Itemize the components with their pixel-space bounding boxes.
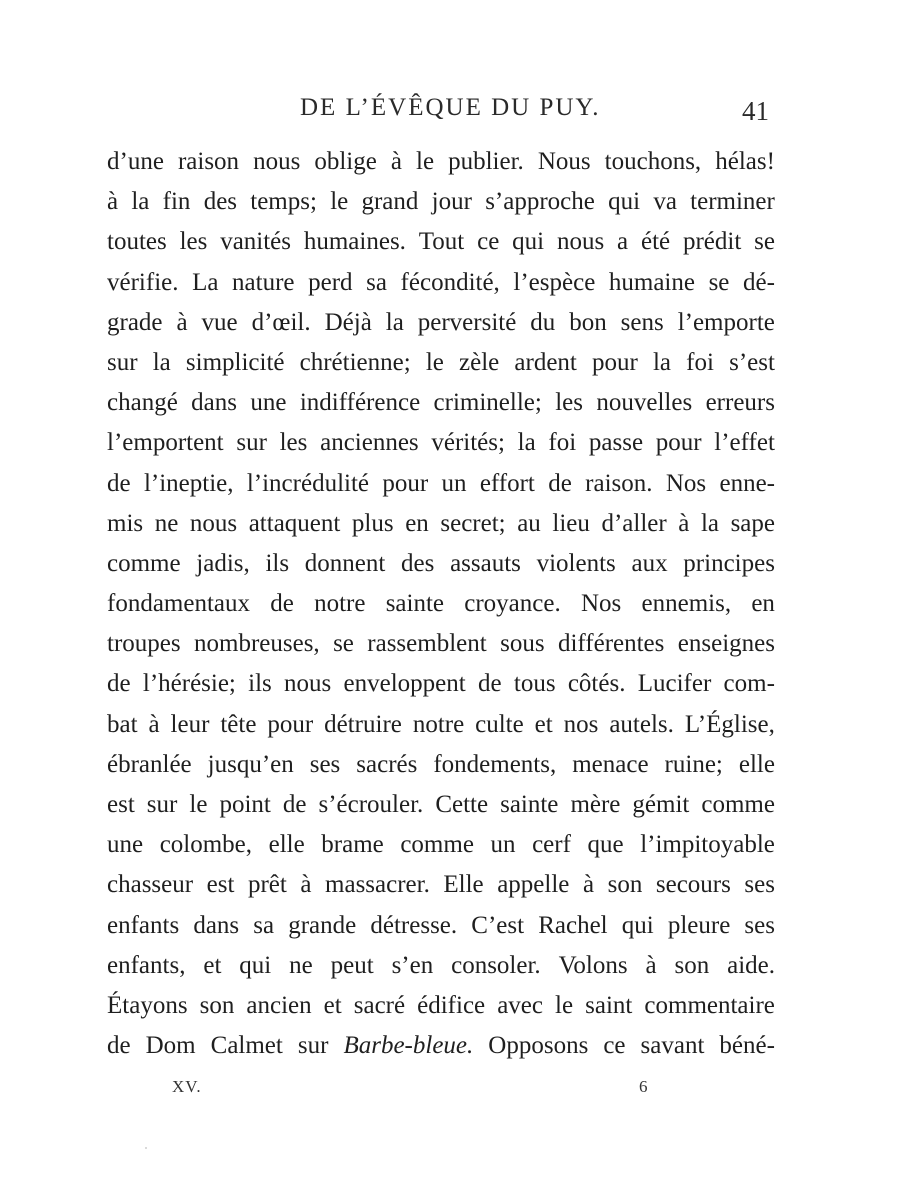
word: vérités; — [431, 429, 505, 457]
word: ne — [154, 509, 179, 537]
text-line — [107, 504, 775, 544]
word: fécondité, — [400, 268, 500, 296]
word: l’effet — [714, 429, 775, 457]
word: de — [107, 1032, 131, 1060]
word: Rachel — [538, 911, 608, 939]
word: qui — [239, 951, 272, 979]
word: sens — [620, 308, 664, 336]
word: se — [333, 630, 354, 658]
word: sur — [297, 1032, 329, 1060]
text-line — [107, 624, 775, 664]
word: à — [582, 871, 595, 899]
word: Nous — [537, 148, 591, 175]
word: La — [192, 268, 219, 296]
word: de — [548, 469, 572, 497]
word: son — [607, 871, 643, 899]
word: nous — [253, 148, 301, 175]
word: mère — [570, 791, 621, 818]
word: ce — [603, 1032, 626, 1060]
word: la — [652, 348, 672, 376]
word: une — [250, 389, 287, 417]
word: elle — [268, 831, 305, 859]
text-line — [107, 705, 775, 745]
word: temps; — [250, 188, 317, 216]
word: les — [555, 389, 583, 417]
word: foi — [548, 429, 577, 457]
word: commentaire — [644, 991, 775, 1019]
word: son — [199, 991, 235, 1019]
word: à — [107, 188, 119, 216]
word: humaines. — [303, 228, 406, 256]
word: anciennes — [320, 429, 419, 457]
word: de — [478, 670, 502, 698]
text-line — [107, 865, 775, 905]
word: vérifie. — [107, 268, 179, 296]
text-line — [107, 182, 775, 222]
word: enfants — [107, 911, 180, 939]
word: l’espèce — [513, 268, 596, 296]
text-line — [107, 745, 775, 785]
word: perversité — [417, 308, 517, 336]
word: mis — [107, 509, 144, 537]
word: fin — [162, 188, 191, 216]
word: détresse. — [370, 911, 458, 939]
word: consoler. — [451, 951, 541, 979]
word: simplicité — [185, 348, 285, 376]
word: va — [653, 188, 677, 216]
word: sa — [253, 911, 275, 939]
word: attaquent — [248, 509, 341, 537]
word: et — [203, 951, 222, 979]
word: enveloppent — [343, 670, 466, 698]
word: du — [530, 308, 556, 336]
word: sape — [730, 509, 775, 537]
text-line — [107, 222, 775, 262]
word: Nos — [580, 590, 622, 618]
word: notre — [314, 590, 366, 618]
word: sur — [107, 348, 138, 376]
text-line — [107, 986, 775, 1026]
word: des — [401, 549, 435, 577]
word: l’emporte — [677, 308, 775, 336]
word: à — [148, 710, 160, 738]
word: et — [534, 710, 553, 738]
word: est — [206, 871, 235, 899]
word: secret; — [440, 509, 506, 537]
word: à — [300, 871, 312, 899]
word: a — [617, 228, 629, 256]
word: brame — [321, 831, 384, 859]
word: le — [330, 188, 349, 216]
word: croyance. — [464, 590, 561, 618]
word: Elle — [443, 871, 484, 899]
word: grande — [288, 911, 357, 939]
word: prédit — [682, 228, 742, 256]
word: s’écrouler. — [318, 791, 424, 818]
word: touchons, — [604, 148, 702, 175]
body-text — [107, 142, 775, 1066]
word: Calmet — [210, 1032, 283, 1060]
text-line — [107, 544, 775, 584]
word: sur — [236, 429, 267, 457]
word: jusqu’en — [207, 750, 294, 778]
word: nous — [189, 509, 238, 537]
word: la — [517, 429, 536, 457]
word: grand — [361, 188, 419, 216]
word: s’en — [391, 951, 434, 979]
word: l’emportent — [107, 429, 224, 457]
text-line — [107, 906, 775, 946]
text-line — [107, 303, 775, 343]
word: pour — [592, 348, 638, 376]
word: le — [555, 991, 574, 1019]
word: terminer — [690, 188, 775, 216]
word: erreurs — [705, 389, 775, 417]
word: ardent — [514, 348, 577, 376]
word: assauts — [450, 549, 521, 577]
word: tête — [220, 710, 257, 738]
word: à — [678, 509, 690, 537]
word: enfants, — [107, 951, 186, 979]
word: menace — [572, 750, 649, 778]
word: gémit — [632, 791, 690, 818]
word: principes — [683, 549, 775, 577]
word: prêt — [247, 871, 287, 899]
word: nos — [563, 710, 599, 738]
word: zèle — [459, 348, 500, 376]
word: dans — [193, 911, 240, 939]
word: savant — [640, 1032, 705, 1060]
word: se — [708, 268, 730, 296]
word: à — [390, 148, 402, 175]
text-line — [107, 664, 775, 704]
word: colombe, — [159, 831, 253, 859]
word: C’est — [471, 911, 525, 939]
word: chrétienne; — [299, 348, 411, 376]
word: secours — [655, 871, 731, 899]
word: dé- — [743, 268, 775, 296]
word: béné- — [719, 1032, 775, 1060]
word: jadis, — [196, 549, 250, 577]
word: l’ineptie, — [143, 469, 234, 497]
word: culte — [475, 710, 524, 738]
word: tous — [513, 670, 556, 698]
word: Dom — [145, 1032, 196, 1060]
word: vanités — [220, 228, 292, 256]
word: vue — [201, 308, 238, 336]
word: enseignes — [677, 630, 775, 658]
word: d’aller — [601, 509, 667, 537]
word: Volons — [558, 951, 628, 979]
word: le — [425, 348, 444, 376]
word: comme — [701, 791, 775, 818]
word: ébranlée — [107, 750, 192, 778]
word: hélas! — [715, 148, 775, 175]
word: que — [587, 831, 624, 859]
word: ennemis, — [641, 590, 732, 618]
word: indifférence — [299, 389, 421, 417]
word: L’Église, — [684, 710, 775, 738]
text-line — [107, 142, 775, 182]
word: Nos — [665, 469, 707, 497]
word: chasseur — [107, 871, 194, 899]
word: s’est — [729, 348, 775, 376]
word: l’hérésie; — [142, 670, 236, 698]
word: de — [107, 469, 131, 497]
word: la — [385, 308, 404, 336]
word: aide. — [727, 951, 775, 979]
word: Opposons — [488, 1032, 589, 1060]
word: ses — [744, 871, 775, 899]
text-line — [107, 785, 775, 825]
word: la — [152, 348, 171, 376]
text-line — [107, 584, 775, 624]
word: pour — [267, 710, 314, 738]
word: dans — [191, 389, 237, 417]
text-line — [107, 1026, 775, 1066]
word: qui — [621, 911, 654, 939]
word: bon — [569, 308, 607, 336]
word: nous — [556, 228, 605, 256]
word: différentes — [557, 630, 665, 658]
word: raison. — [585, 469, 653, 497]
text-line — [107, 343, 775, 383]
word: autels. — [609, 710, 674, 738]
word: massacrer. — [325, 871, 430, 899]
word: aux — [631, 549, 668, 577]
word: troupes — [107, 630, 181, 658]
word: fondements, — [433, 750, 557, 778]
word: édifice — [417, 991, 486, 1019]
word: ils — [265, 549, 290, 577]
word: foi — [686, 348, 714, 376]
word: le — [189, 791, 208, 818]
word: été — [640, 228, 671, 256]
word: détruire — [324, 710, 402, 738]
word: oblige — [314, 148, 377, 175]
word: sacré — [353, 991, 406, 1019]
word: raison — [177, 148, 240, 175]
word: de — [270, 590, 294, 618]
word: avec — [497, 991, 543, 1019]
word: sainte — [500, 791, 559, 818]
word: comme — [400, 831, 474, 859]
word: cerf — [532, 831, 571, 859]
word: nous — [284, 670, 332, 698]
word: l’impitoyable — [640, 831, 775, 859]
word: en — [405, 509, 429, 537]
word: jour — [431, 188, 472, 216]
word: de — [107, 670, 131, 698]
word: lieu — [552, 509, 590, 537]
text-line — [107, 383, 775, 423]
word: un — [490, 831, 516, 859]
word: à — [176, 308, 188, 336]
page-number: 41 — [742, 96, 769, 126]
word: elle — [738, 750, 775, 778]
word: en — [751, 590, 775, 618]
word: ils — [248, 670, 272, 698]
word: la — [700, 509, 719, 537]
word: appelle — [497, 871, 570, 899]
word: bat — [107, 710, 138, 738]
word: et — [323, 991, 342, 1019]
word: saint — [585, 991, 633, 1019]
word: pour — [655, 429, 702, 457]
word: ses — [309, 750, 341, 778]
word: notre — [412, 710, 465, 738]
text-line — [107, 423, 775, 463]
word: l’incrédulité — [246, 469, 369, 497]
word: donnent — [304, 549, 386, 577]
word: enne- — [719, 469, 775, 497]
word: toutes — [107, 228, 167, 256]
word: rassemblent — [367, 630, 487, 658]
word: d’œil. — [251, 308, 311, 336]
word: leur — [170, 710, 210, 738]
word: criminelle; — [433, 389, 542, 417]
word: côtés. — [567, 670, 626, 698]
word: un — [441, 469, 467, 497]
word: violents — [536, 549, 616, 577]
text-line — [107, 946, 775, 986]
word: ses — [744, 911, 775, 939]
word: com- — [723, 670, 775, 698]
word: ancien — [246, 991, 312, 1019]
word: Lucifer — [637, 670, 712, 698]
word: sainte — [385, 590, 445, 618]
word: publier. — [448, 148, 524, 175]
paper-speck — [145, 1147, 147, 1149]
word: s’approche — [485, 188, 595, 216]
word: sur — [146, 791, 178, 818]
word: ne — [289, 951, 313, 979]
word: changé — [107, 389, 178, 417]
word: les — [279, 429, 308, 457]
word: sa — [366, 268, 387, 296]
word: à — [645, 951, 657, 979]
word: humaine — [608, 268, 695, 296]
word: ce — [477, 228, 500, 256]
word: ruine; — [664, 750, 723, 778]
word: pour — [382, 469, 429, 497]
word: qui — [608, 188, 641, 216]
word: perd — [308, 268, 353, 296]
word: peut — [330, 951, 374, 979]
word: Étayons — [107, 991, 188, 1019]
word: est — [107, 791, 135, 818]
word: au — [517, 509, 541, 537]
word: Barbe-bleue. — [343, 1032, 474, 1060]
word: de — [282, 791, 307, 818]
word: nature — [232, 268, 295, 296]
word: sacrés — [356, 750, 418, 778]
word: Déjà — [324, 308, 372, 336]
word: fondamentaux — [107, 590, 251, 618]
word: plus — [351, 509, 394, 537]
folio-number: 6 — [639, 1077, 648, 1096]
word: la — [131, 188, 150, 216]
word: les — [179, 228, 208, 256]
word: d’une — [107, 148, 164, 175]
word: nouvelles — [596, 389, 693, 417]
word: qui — [512, 228, 545, 256]
signature-mark: XV. — [172, 1077, 202, 1096]
word: point — [219, 791, 271, 818]
word: effort — [479, 469, 535, 497]
word: pleure — [667, 911, 731, 939]
word: Tout — [418, 228, 465, 256]
word: son — [674, 951, 710, 979]
text-line — [107, 464, 775, 504]
word: passe — [588, 429, 644, 457]
word: grade — [107, 308, 163, 336]
word: des — [203, 188, 238, 216]
word: une — [107, 831, 144, 859]
word: comme — [107, 549, 181, 577]
word: nombreuses, — [194, 630, 320, 658]
running-title: DE L’ÉVÊQUE DU PUY. — [300, 94, 601, 121]
word: se — [754, 228, 775, 256]
text-line — [107, 825, 775, 865]
word: Cette — [435, 791, 489, 818]
word: sous — [500, 630, 545, 658]
word: le — [416, 148, 435, 175]
text-line — [107, 263, 775, 303]
